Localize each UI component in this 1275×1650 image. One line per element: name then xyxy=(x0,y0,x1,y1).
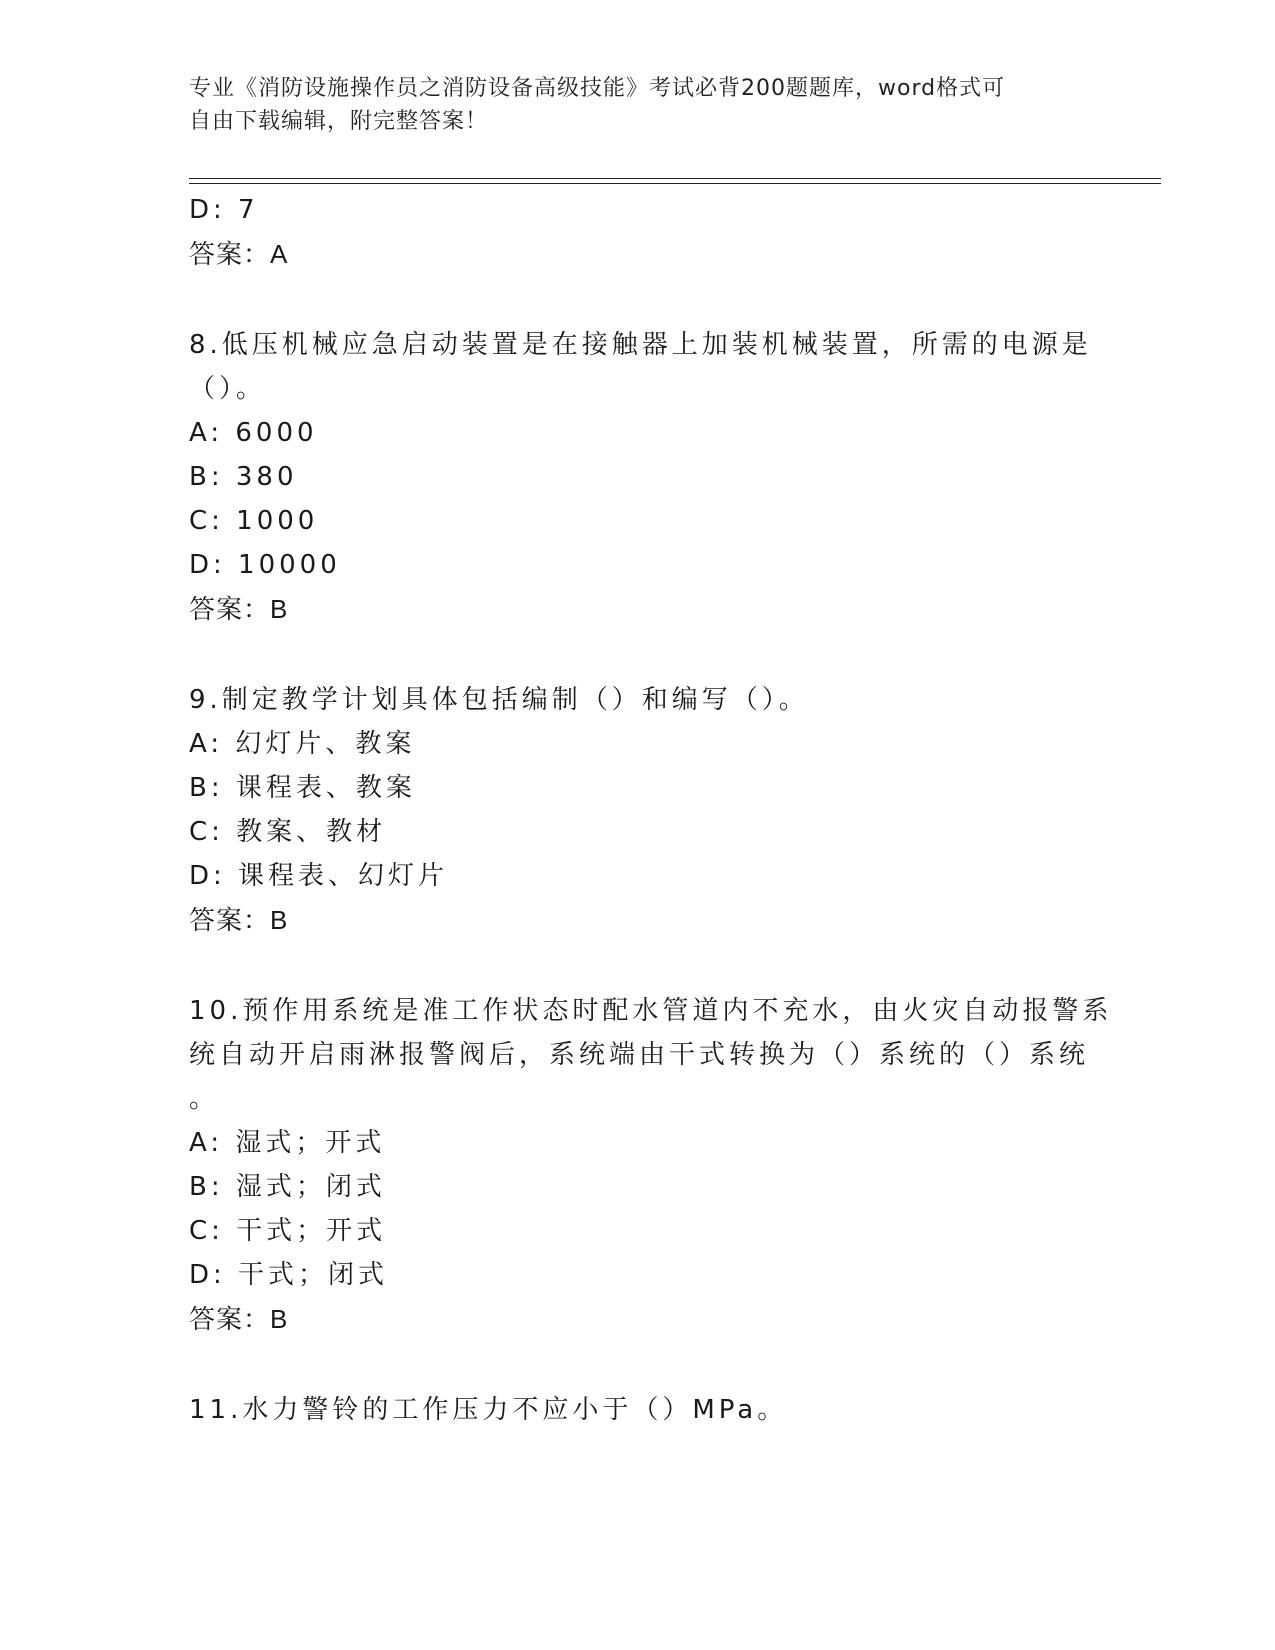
q9-option-b: B: 课程表、教案 xyxy=(189,773,416,803)
q9-option-d: D: 课程表、幻灯片 xyxy=(189,861,449,891)
q8-answer: 答案：B xyxy=(189,594,289,624)
document-header xyxy=(189,72,1069,138)
prev-answer: 答案：A xyxy=(189,239,289,269)
header-divider-top xyxy=(189,178,1161,179)
q8-option-d: D: 10000 xyxy=(189,550,341,580)
q9-answer: 答案：B xyxy=(189,905,289,935)
header-divider-bottom xyxy=(189,183,1161,184)
q9-stem-line-1: 9.制定教学计划具体包括编制（）和编写（）。 xyxy=(189,685,809,715)
prev-option-d: D: 7 xyxy=(189,195,259,225)
q10-option-c: C: 干式；开式 xyxy=(189,1216,387,1246)
q10-stem-line-1: 10.预作用系统是准工作状态时配水管道内不充水，由火灾自动报警系 xyxy=(189,996,1113,1026)
q10-option-d: D: 干式；闭式 xyxy=(189,1260,389,1290)
q10-option-a: A: 湿式；开式 xyxy=(189,1128,386,1158)
q10-answer: 答案：B xyxy=(189,1304,289,1334)
header-line-1: 专业《消防设施操作员之消防设备高级技能》考试必背200题题库，word格式可 xyxy=(189,76,1006,101)
q10-stem-line-2: 统自动开启雨淋报警阀后，系统端由干式转换为（）系统的（）系统 xyxy=(189,1040,1090,1070)
q11-stem-line-1: 11.水力警铃的工作压力不应小于（）MPa。 xyxy=(189,1395,788,1425)
q10-option-b: B: 湿式；闭式 xyxy=(189,1172,386,1202)
q9-option-a: A: 幻灯片、教案 xyxy=(189,729,416,759)
q10-stem-line-3: 。 xyxy=(189,1084,220,1114)
q8-stem-line-2: （）。 xyxy=(189,374,267,404)
q8-option-a: A: 6000 xyxy=(189,418,318,448)
q8-option-b: B: 380 xyxy=(189,462,298,492)
q9-option-c: C: 教案、教材 xyxy=(189,817,387,847)
header-line-2: 自由下载编辑，附完整答案！ xyxy=(189,109,489,134)
q8-stem-line-1: 8.低压机械应急启动装置是在接触器上加装机械装置，所需的电源是 xyxy=(189,330,1092,360)
q8-option-c: C: 1000 xyxy=(189,506,319,536)
